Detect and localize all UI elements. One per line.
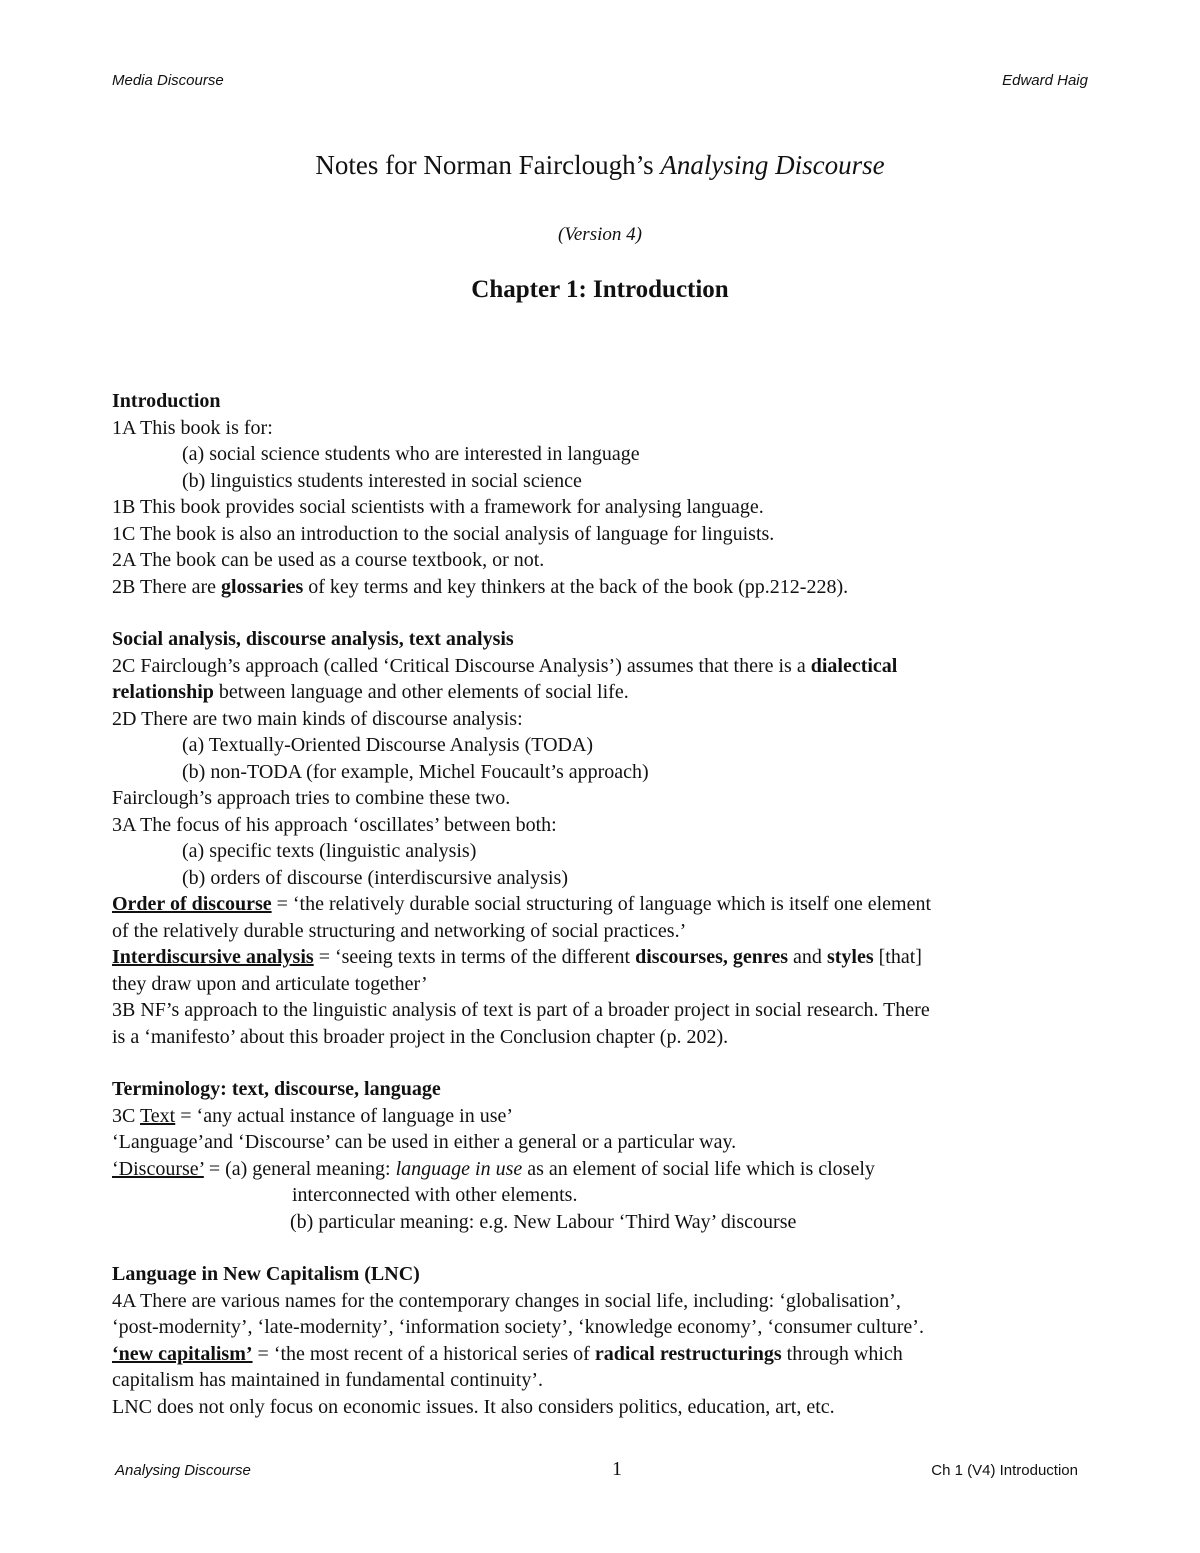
paragraph-line: 1B This book provides social scientists with a framework for analysing language. bbox=[112, 496, 764, 518]
document-body bbox=[112, 388, 1092, 1420]
running-footer-right: Ch 1 (V4) Introduction bbox=[931, 1462, 1078, 1479]
term-text: Text bbox=[139, 1104, 176, 1127]
paragraph-line: 4A There are various names for the contemporary changes in social life, including: ‘globalisation’, bbox=[112, 1289, 901, 1312]
paragraph-line: ‘post-modernity’, ‘late-modernity’, ‘information society’, ‘knowledge economy’, ‘consumer culture’. bbox=[112, 1316, 924, 1338]
term-discourse: ‘Discourse’ bbox=[112, 1157, 204, 1180]
paragraph-line: they draw upon and articulate together’ bbox=[112, 972, 428, 995]
definition-line: Interdiscursive analysis = ‘seeing texts in terms of the different discourses, genres and styles [that] bbox=[112, 946, 922, 968]
paragraph-line: 3A The focus of his approach ‘oscillates’ between both: bbox=[112, 813, 557, 836]
term-dialectical: dialectical bbox=[810, 654, 898, 677]
list-item: (a) Textually-Oriented Discourse Analysis (TODA) bbox=[182, 734, 594, 756]
title-book-name: Analysing Discourse bbox=[660, 150, 885, 180]
section-heading-lnc: Language in New Capitalism (LNC) bbox=[112, 1263, 420, 1285]
paragraph-line: LNC does not only focus on economic issues. It also considers politics, education, art, etc. bbox=[112, 1395, 835, 1418]
term-relationship: relationship bbox=[112, 681, 214, 703]
paragraph-line: of the relatively durable structuring and networking of social practices.’ bbox=[112, 919, 687, 942]
paragraph-line: 2C Fairclough’s approach (called ‘Critical Discourse Analysis’) assumes that there is a dialectical bbox=[112, 654, 898, 677]
definition-line: 3C Text = ‘any actual instance of language in use’ bbox=[112, 1104, 514, 1127]
list-item: (a) social science students who are interested in language bbox=[182, 443, 640, 465]
paragraph-line: 2A The book can be used as a course textbook, or not. bbox=[112, 549, 545, 571]
list-item: (b) orders of discourse (interdiscursive analysis) bbox=[182, 866, 568, 889]
list-item: (a) specific texts (linguistic analysis) bbox=[182, 840, 477, 862]
paragraph-line: 1C The book is also an introduction to the social analysis of language for linguists. bbox=[112, 522, 775, 545]
running-header-right: Edward Haig bbox=[1002, 72, 1088, 89]
document-title bbox=[0, 150, 1200, 181]
running-footer-left: Analysing Discourse bbox=[115, 1462, 251, 1479]
title-text: Notes for Norman Fairclough’s bbox=[315, 150, 661, 180]
version-label: (Version 4) bbox=[558, 224, 642, 245]
paragraph-line: Fairclough’s approach tries to combine these two. bbox=[112, 787, 511, 809]
paragraph-line: (b) particular meaning: e.g. New Labour ‘Third Way’ discourse bbox=[290, 1210, 797, 1233]
chapter-heading: Chapter 1: Introduction bbox=[471, 276, 729, 303]
list-item: (b) non-TODA (for example, Michel Foucault’s approach) bbox=[182, 760, 649, 783]
paragraph-line: capitalism has maintained in fundamental continuity’. bbox=[112, 1369, 543, 1391]
section-heading-introduction: Introduction bbox=[112, 390, 221, 412]
term-glossaries: glossaries bbox=[221, 575, 304, 598]
paragraph-line: relationship between language and other elements of social life. bbox=[112, 681, 629, 703]
list-item: (b) linguistics students interested in social science bbox=[182, 469, 582, 492]
term-order-of-discourse: Order of discourse bbox=[112, 893, 272, 915]
term-interdiscursive-analysis: Interdiscursive analysis bbox=[112, 946, 314, 968]
paragraph-line: 2D There are two main kinds of discourse analysis: bbox=[112, 707, 523, 730]
definition-line: ‘new capitalism’ = ‘the most recent of a historical series of radical restructurings through which bbox=[112, 1342, 903, 1365]
paragraph-line: is a ‘manifesto’ about this broader project in the Conclusion chapter (p. 202). bbox=[112, 1025, 729, 1048]
page-number: 1 bbox=[612, 1458, 622, 1480]
term-new-capitalism: ‘new capitalism’ bbox=[112, 1342, 253, 1365]
paragraph-line: ‘Language’and ‘Discourse’ can be used in either a general or a particular way. bbox=[112, 1131, 737, 1153]
definition-line: Order of discourse = ‘the relatively durable social structuring of language which is itself one element bbox=[112, 893, 932, 915]
paragraph-line: interconnected with other elements. bbox=[292, 1184, 578, 1206]
definition-line: ‘Discourse’ = (a) general meaning: language in use as an element of social life which is closely bbox=[112, 1157, 875, 1180]
section-heading-terminology: Terminology: text, discourse, language bbox=[112, 1078, 441, 1100]
paragraph-line: 2B There are glossaries of key terms and key thinkers at the back of the book (pp.212-228). bbox=[112, 575, 849, 598]
section-heading-social-analysis: Social analysis, discourse analysis, text analysis bbox=[112, 628, 514, 650]
paragraph-line: 3B NF’s approach to the linguistic analysis of text is part of a broader project in social research. There bbox=[112, 999, 930, 1021]
running-header-left: Media Discourse bbox=[112, 72, 224, 89]
paragraph-line: 1A This book is for: bbox=[112, 416, 273, 439]
